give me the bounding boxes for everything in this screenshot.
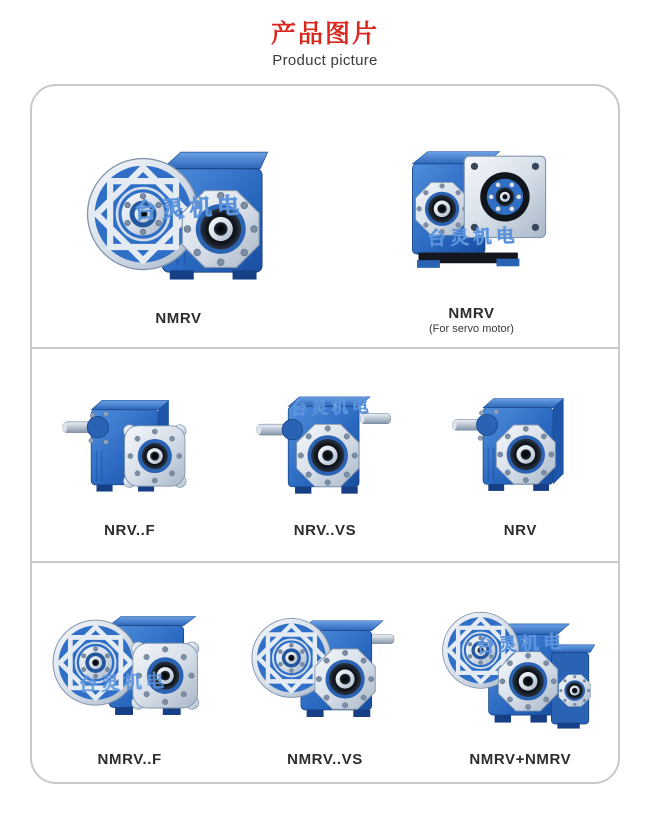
- gearbox-nmrv-image: [81, 130, 277, 298]
- product-nmrv-servo: [325, 86, 618, 347]
- gearbox-nmrv-nmrv-image: [434, 603, 606, 739]
- mount-foot: [558, 722, 580, 728]
- gearbox-top-face: [109, 616, 195, 625]
- product-label: NRV..VS: [293, 521, 357, 539]
- output-flange: [297, 424, 359, 486]
- gearbox-nmrv-servo-image: [391, 125, 553, 293]
- product-label: NRV: [503, 521, 537, 539]
- product-nmrv: [32, 86, 325, 347]
- product-label: NRV..F: [104, 521, 156, 539]
- input-housing: [87, 416, 108, 437]
- gearbox-nrv-vs-image: [241, 386, 409, 510]
- product-nmrv-vs: [227, 563, 422, 782]
- product-nrv-vs: [227, 349, 422, 561]
- gallery-row-3: [32, 561, 618, 782]
- mount-foot: [495, 715, 511, 722]
- product-label: NMRV..F: [97, 750, 162, 768]
- gallery-row-2: [32, 347, 618, 561]
- mount-foot: [232, 270, 256, 279]
- gearbox-top-face: [162, 152, 267, 169]
- gearbox-top-face: [483, 398, 564, 407]
- watermark: [427, 224, 519, 248]
- product-label: NMRV..VS: [287, 750, 363, 768]
- mount-foot: [489, 484, 505, 491]
- mount-foot: [162, 707, 180, 714]
- mount-foot: [341, 487, 357, 494]
- mount-foot: [531, 715, 547, 722]
- page-subtitle: Product picture: [272, 51, 378, 69]
- gearbox-top-face: [91, 400, 169, 409]
- input-housing: [477, 414, 498, 435]
- mount-foot: [353, 710, 370, 717]
- product-nmrv-plus-nmrv: [423, 563, 618, 782]
- product-label: NMRV+NMRV: [469, 750, 572, 768]
- output-flange: [497, 425, 556, 484]
- gearbox-nrv-f-image: [59, 386, 201, 510]
- mount-foot: [416, 260, 439, 268]
- product-label: NMRV: [448, 304, 495, 322]
- section-header: [0, 0, 650, 69]
- product-gallery-panel: [30, 84, 620, 784]
- gallery-row-1: [32, 86, 618, 347]
- mount-foot: [169, 270, 193, 279]
- product-sublabel: (For servo motor): [429, 322, 514, 335]
- gearbox-nmrv-f-image: [51, 603, 209, 739]
- product-nrv-f: [32, 349, 227, 561]
- output-flange-secondary: [559, 674, 591, 706]
- mount-foot: [496, 258, 519, 266]
- gearbox-nmrv-vs-image: [250, 603, 400, 739]
- mount-foot: [307, 710, 324, 717]
- output-flange-primary: [499, 651, 558, 710]
- watermark: [290, 397, 372, 419]
- page-title: 产品图片: [270, 20, 379, 48]
- product-label: NMRV: [155, 309, 202, 327]
- output-flange: [315, 649, 375, 709]
- mount-foot: [534, 484, 550, 491]
- product-nrv: [423, 349, 618, 561]
- output-flange: [123, 424, 186, 487]
- input-housing: [282, 419, 302, 439]
- mount-foot: [295, 487, 311, 494]
- gearbox-nrv-image: [450, 386, 590, 510]
- product-nmrv-f: [32, 563, 227, 782]
- mount-foot: [115, 707, 133, 714]
- mount-foot: [96, 485, 112, 492]
